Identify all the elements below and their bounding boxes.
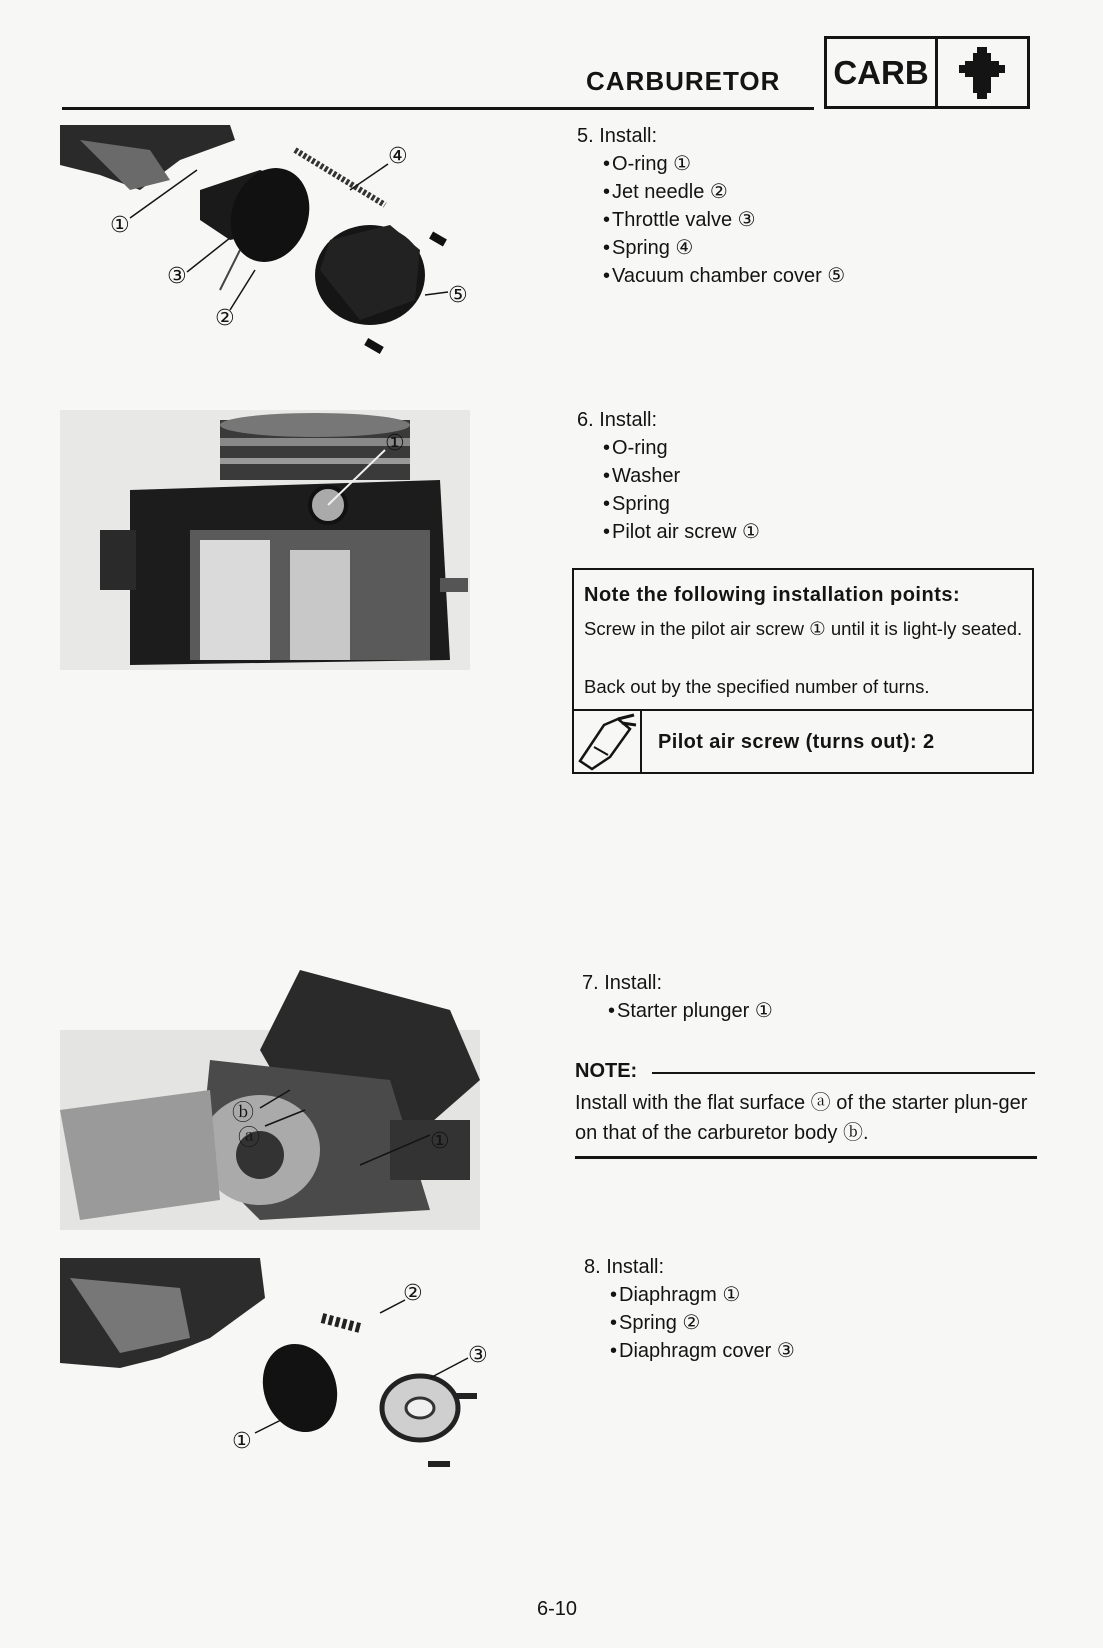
list-item: • Spring [577,490,760,518]
list-item: • Diaphragm ① [584,1281,795,1309]
installation-note-box [572,568,1034,774]
list-item: • Throttle valve ③ [577,206,845,234]
callout-5: ⑤ [448,283,468,308]
step-heading: 6. Install: [577,409,658,431]
figure-pilot-air-screw [60,410,470,670]
callout-b: ⓑ [232,1101,255,1126]
callout-1: ① [385,431,405,456]
page-title: CARBURETOR [586,66,781,96]
list-item: • Jet needle ② [577,178,845,206]
list-item: • Spring ② [584,1309,795,1337]
note-label: NOTE: [575,1060,638,1082]
callout-1: ① [430,1129,450,1154]
figure-diaphragm [60,1258,500,1478]
callout-3: ③ [167,264,187,289]
list-item: • Vacuum chamber cover ⑤ [577,262,845,290]
header-rule [62,107,814,110]
section-badge [824,36,1030,109]
list-item: • Spring ④ [577,234,845,262]
section-code: CARB [827,39,938,106]
step-heading: 7. Install: [582,972,663,994]
callout-3: ③ [468,1343,488,1368]
callout-a: ⓐ [238,1126,261,1151]
note-point: Back out by the specified number of turns. [584,676,930,697]
note-text: Install with the flat surface ⓐ of the starter plun-ger on that of the carburetor body ⓑ. [575,1092,1028,1144]
list-item: • O-ring ① [577,150,845,178]
list-item: • Washer [577,462,760,490]
note-heading: Note the following installation points: [584,584,961,606]
callout-1: ① [110,213,130,238]
caliper-icon [574,711,642,774]
callout-1: ① [232,1429,252,1454]
step-heading: 5. Install: [577,125,658,147]
step-5 [577,122,845,290]
list-item: • Starter plunger ① [582,997,773,1025]
note-rule-bottom [575,1156,1037,1159]
list-item: • O-ring [577,434,760,462]
note-rule-top [652,1072,1035,1074]
callout-2: ② [403,1281,423,1306]
step-7 [582,969,773,1025]
list-item: • Pilot air screw ① [577,518,760,546]
step-6 [577,406,760,546]
spec-value: Pilot air screw (turns out): 2 [658,731,935,753]
spec-row [574,709,1032,774]
callout-4: ④ [388,144,408,169]
carburetor-icon [939,45,1025,101]
step-heading: 8. Install: [584,1256,665,1278]
callout-2: ② [215,306,235,331]
page-number: 6-10 [537,1598,578,1620]
figure-starter-plunger [60,970,480,1230]
list-item: • Diaphragm cover ③ [584,1337,795,1365]
figure-exploded-vacuum-chamber [60,120,520,380]
step-8 [584,1253,795,1365]
note-point: Screw in the pilot air screw ① until it is light-ly seated. [584,618,1023,639]
